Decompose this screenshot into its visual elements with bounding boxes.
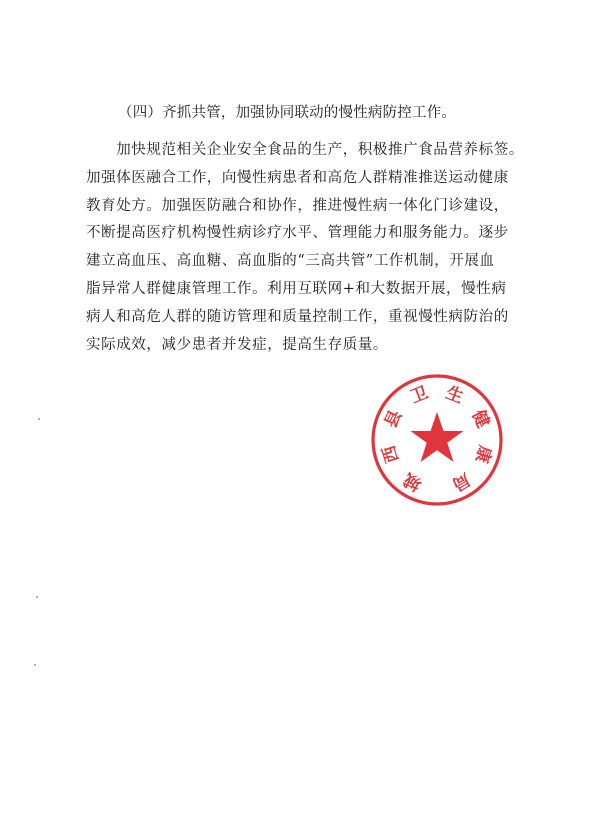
margin-mark bbox=[34, 664, 36, 666]
seal-graphic bbox=[367, 370, 507, 510]
paragraph-line: 加快规范相关企业安全食品的生产，积极推广食品营养标签。 bbox=[86, 142, 524, 158]
margin-mark bbox=[36, 596, 38, 598]
seal-char: 城 bbox=[400, 468, 426, 495]
official-seal bbox=[367, 370, 507, 510]
seal-char: 健 bbox=[467, 407, 493, 432]
seal-char: 卫 bbox=[407, 382, 432, 408]
seal-char: 西 bbox=[379, 443, 404, 466]
seal-char: 局 bbox=[448, 468, 474, 495]
paragraph-line: 实际成效，减少患者并发症，提高生存质量。 bbox=[86, 336, 388, 353]
seal-char: 县 bbox=[381, 407, 407, 432]
section-heading: （四）齐抓共管，加强协同联动的慢性病防控工作。 bbox=[118, 105, 457, 121]
seal-char: 康 bbox=[470, 443, 495, 466]
paragraph-line: 加强体医融合工作，向慢性病患者和高危人群精准推送运动健康 bbox=[86, 169, 509, 186]
margin-mark bbox=[38, 418, 40, 420]
star-icon bbox=[411, 412, 464, 462]
paragraph-line: 建立高血压、高血糖、高血脂的“三高共管”工作机制，开展血 bbox=[86, 253, 495, 270]
seal-char: 生 bbox=[442, 382, 467, 408]
paragraph-line: 病人和高危人群的随访管理和质量控制工作，重视慢性病防治的 bbox=[86, 308, 509, 325]
paragraph-line: 不断提高医疗机构慢性病诊疗水平、管理能力和服务能力。逐步 bbox=[86, 225, 509, 242]
paragraph-line: 教育处方。加强医防融合和协作，推进慢性病一体化门诊建设， bbox=[86, 197, 509, 214]
body-paragraph bbox=[86, 137, 548, 359]
paragraph-line: 脂异常人群健康管理工作。利用互联网+和大数据开展，慢性病 bbox=[86, 280, 507, 297]
